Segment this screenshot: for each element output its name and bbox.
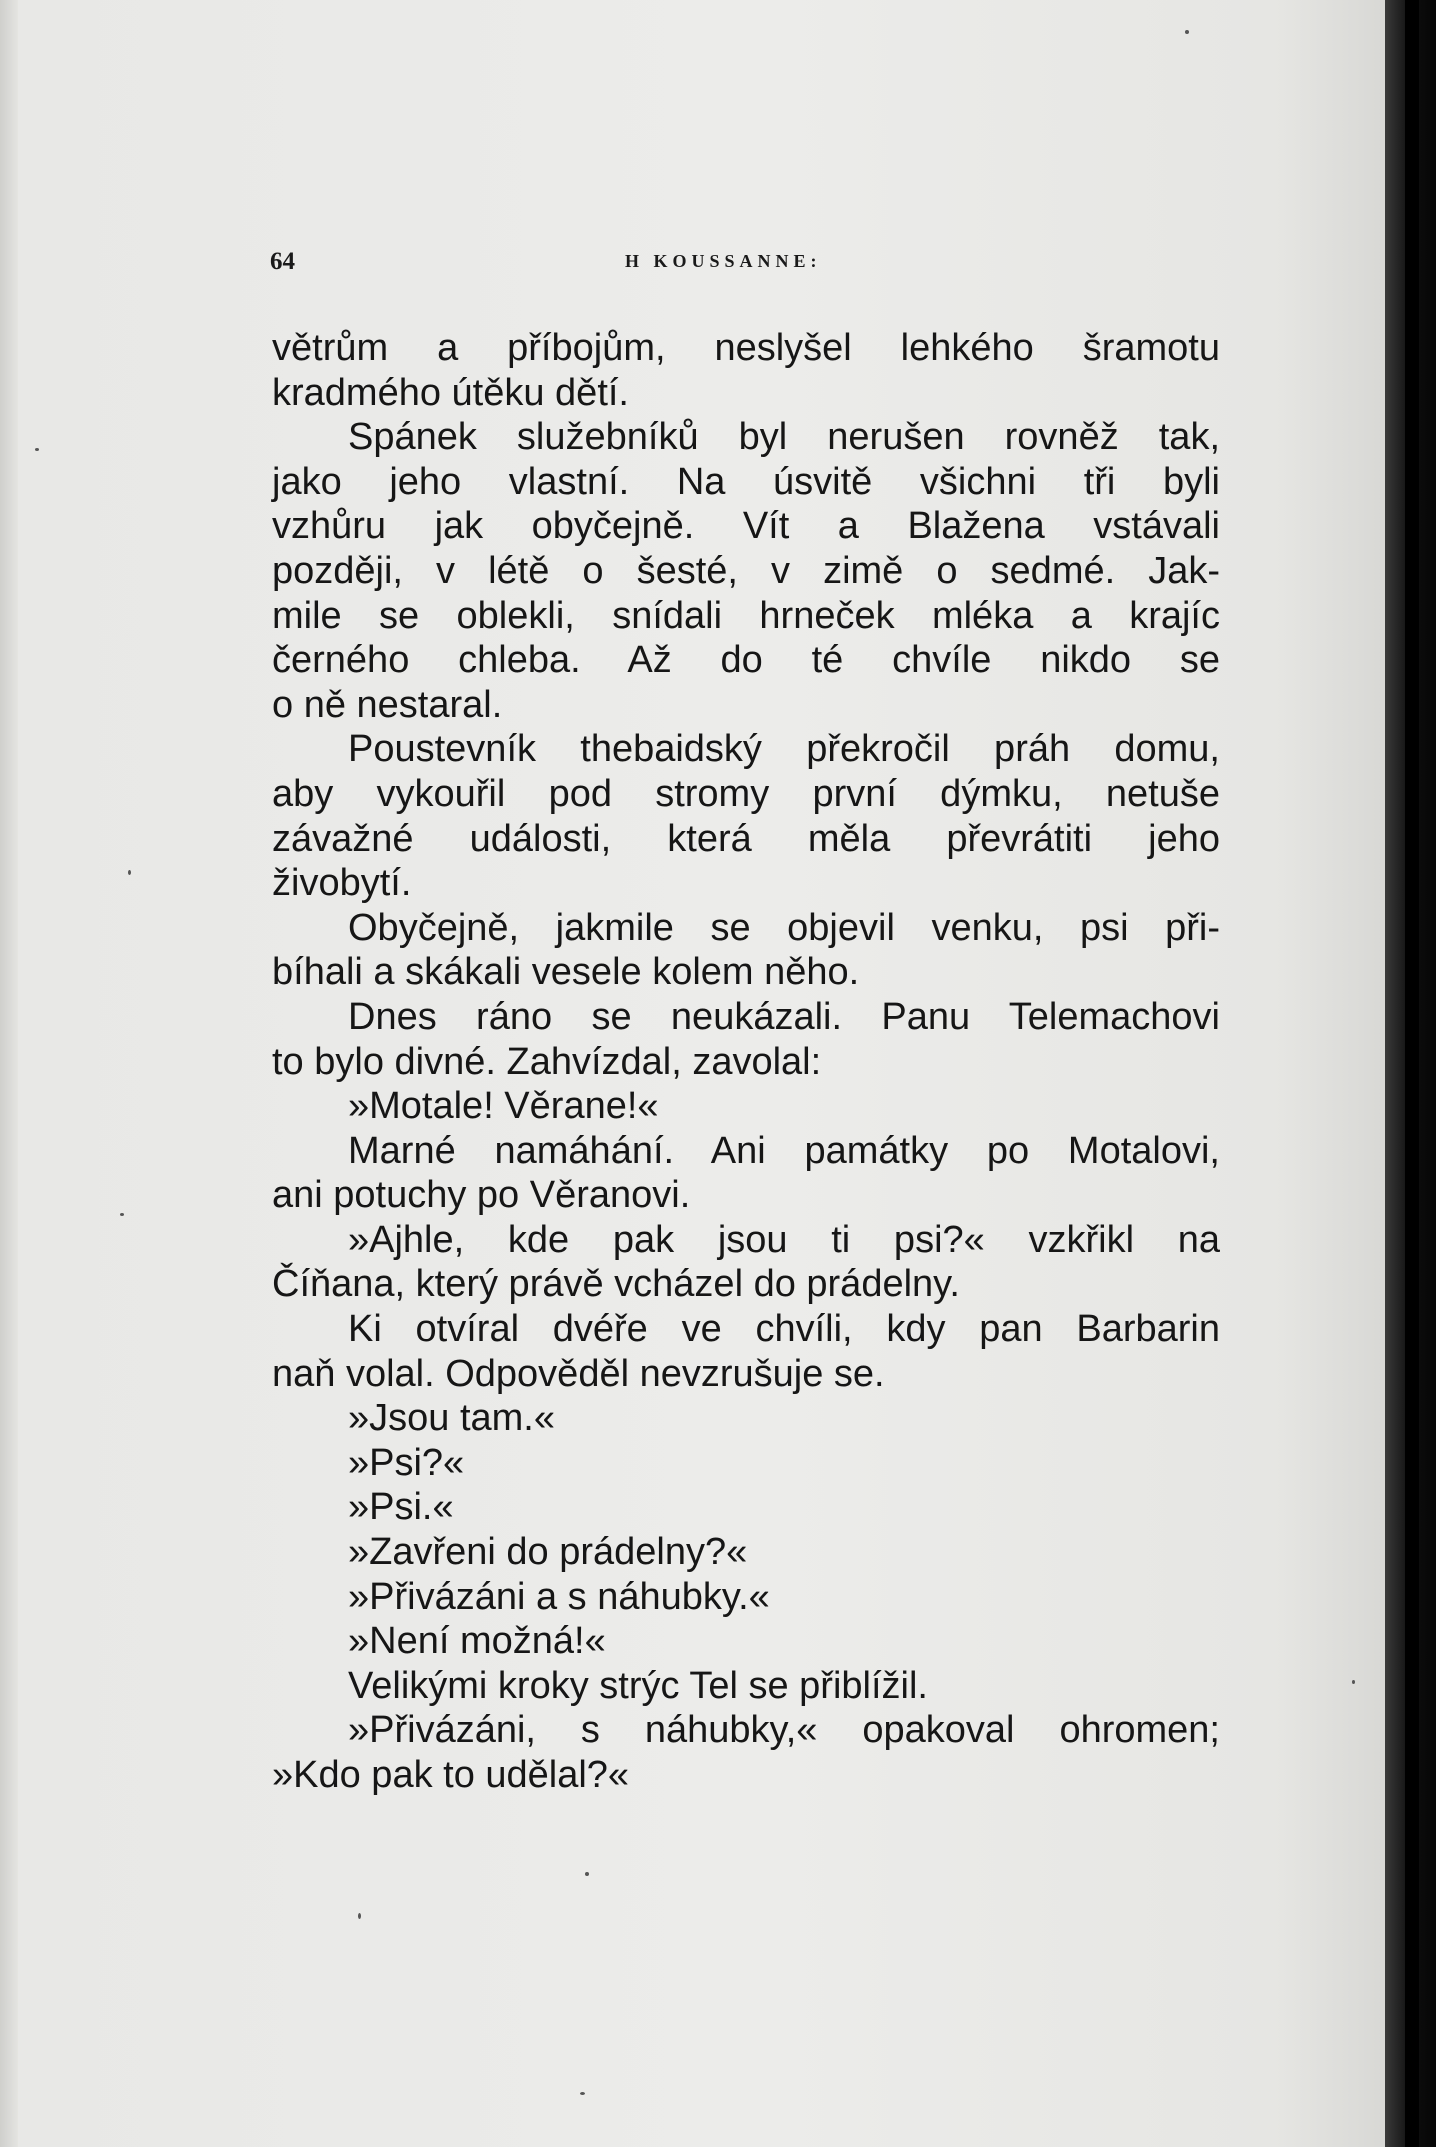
text-line: Číňana, který právě vcházel do prádelny. — [272, 1263, 960, 1306]
scan-speck — [128, 870, 131, 875]
text-line: »Není možná!« — [348, 1620, 606, 1663]
scan-speck — [1185, 30, 1189, 34]
text-line: živobytí. — [272, 862, 412, 905]
text-line: černého chleba. Až do té chvíle nikdo se — [272, 639, 1220, 682]
text-line: Poustevník thebaidský překročil práh domu, — [348, 728, 1220, 771]
text-line: »Psi.« — [348, 1486, 454, 1529]
text-line: o ně nestaral. — [272, 683, 503, 726]
text-line: Obyčejně, jakmile se objevil venku, psi při- — [348, 906, 1220, 949]
text-line: Velikými kroky strýc Tel se přiblížil. — [348, 1664, 928, 1707]
paper-edge — [0, 0, 18, 2147]
scan-speck — [1352, 1680, 1355, 1684]
text-line: Dnes ráno se neukázali. Panu Telemachovi — [348, 995, 1220, 1038]
text-line: bíhali a skákali vesele kolem něho. — [272, 951, 860, 994]
binding-edge — [1405, 0, 1419, 2147]
page-number: 64 — [270, 248, 295, 275]
text-line: větrům a příbojům, neslyšel lehkého šramotu — [272, 327, 1220, 369]
text-line: »Psi?« — [348, 1441, 465, 1484]
scan-speck — [35, 448, 39, 451]
text-line: aby vykouřil pod stromy první dýmku, netuše — [272, 772, 1220, 815]
text-line: »Jsou tam.« — [348, 1397, 555, 1440]
text-line: naň volal. Odpověděl nevzrušuje se. — [272, 1352, 885, 1395]
page-header — [0, 248, 1385, 278]
text-line: Marné namáhání. Ani památky po Motalovi, — [348, 1129, 1220, 1172]
scan-speck — [585, 1872, 589, 1876]
text-line: závažné události, která měla převrátiti jeho — [272, 817, 1220, 860]
scan-speck — [580, 2092, 585, 2095]
text-line: »Motale! Věrane!« — [348, 1085, 659, 1128]
text-line: kradmého útěku dětí. — [272, 371, 629, 414]
text-line: »Kdo pak to udělal?« — [272, 1754, 630, 1796]
text-line: »Přivázáni, s náhubky,« opakoval ohromen; — [348, 1709, 1220, 1752]
text-line: »Ajhle, kde pak jsou ti psi?« vzkřikl na — [348, 1218, 1220, 1261]
text-line: »Přivázáni a s náhubky.« — [348, 1575, 770, 1618]
text-line: Ki otvíral dvéře ve chvíli, kdy pan Barbarin — [348, 1308, 1220, 1351]
running-head: H KOUSSANNE: — [625, 251, 822, 271]
scan-speck — [120, 1213, 124, 1216]
text-line: vzhůru jak obyčejně. Vít a Blažena vstávali — [272, 505, 1220, 548]
text-line: to bylo divné. Zahvízdal, zavolal: — [272, 1040, 822, 1083]
scan-speck — [358, 1913, 361, 1919]
text-line: jako jeho vlastní. Na úsvitě všichni tři byli — [272, 460, 1220, 503]
body-text — [272, 326, 1220, 1798]
text-line: ani potuchy po Věranovi. — [272, 1174, 691, 1217]
text-line: mile se oblekli, snídali hrneček mléka a krajíc — [272, 594, 1220, 637]
text-line: později, v létě o šesté, v zimě o sedmé. Jak- — [272, 549, 1220, 592]
text-line: »Zavřeni do prádelny?« — [348, 1531, 748, 1574]
text-line: Spánek služebníků byl nerušen rovněž tak, — [348, 416, 1220, 459]
